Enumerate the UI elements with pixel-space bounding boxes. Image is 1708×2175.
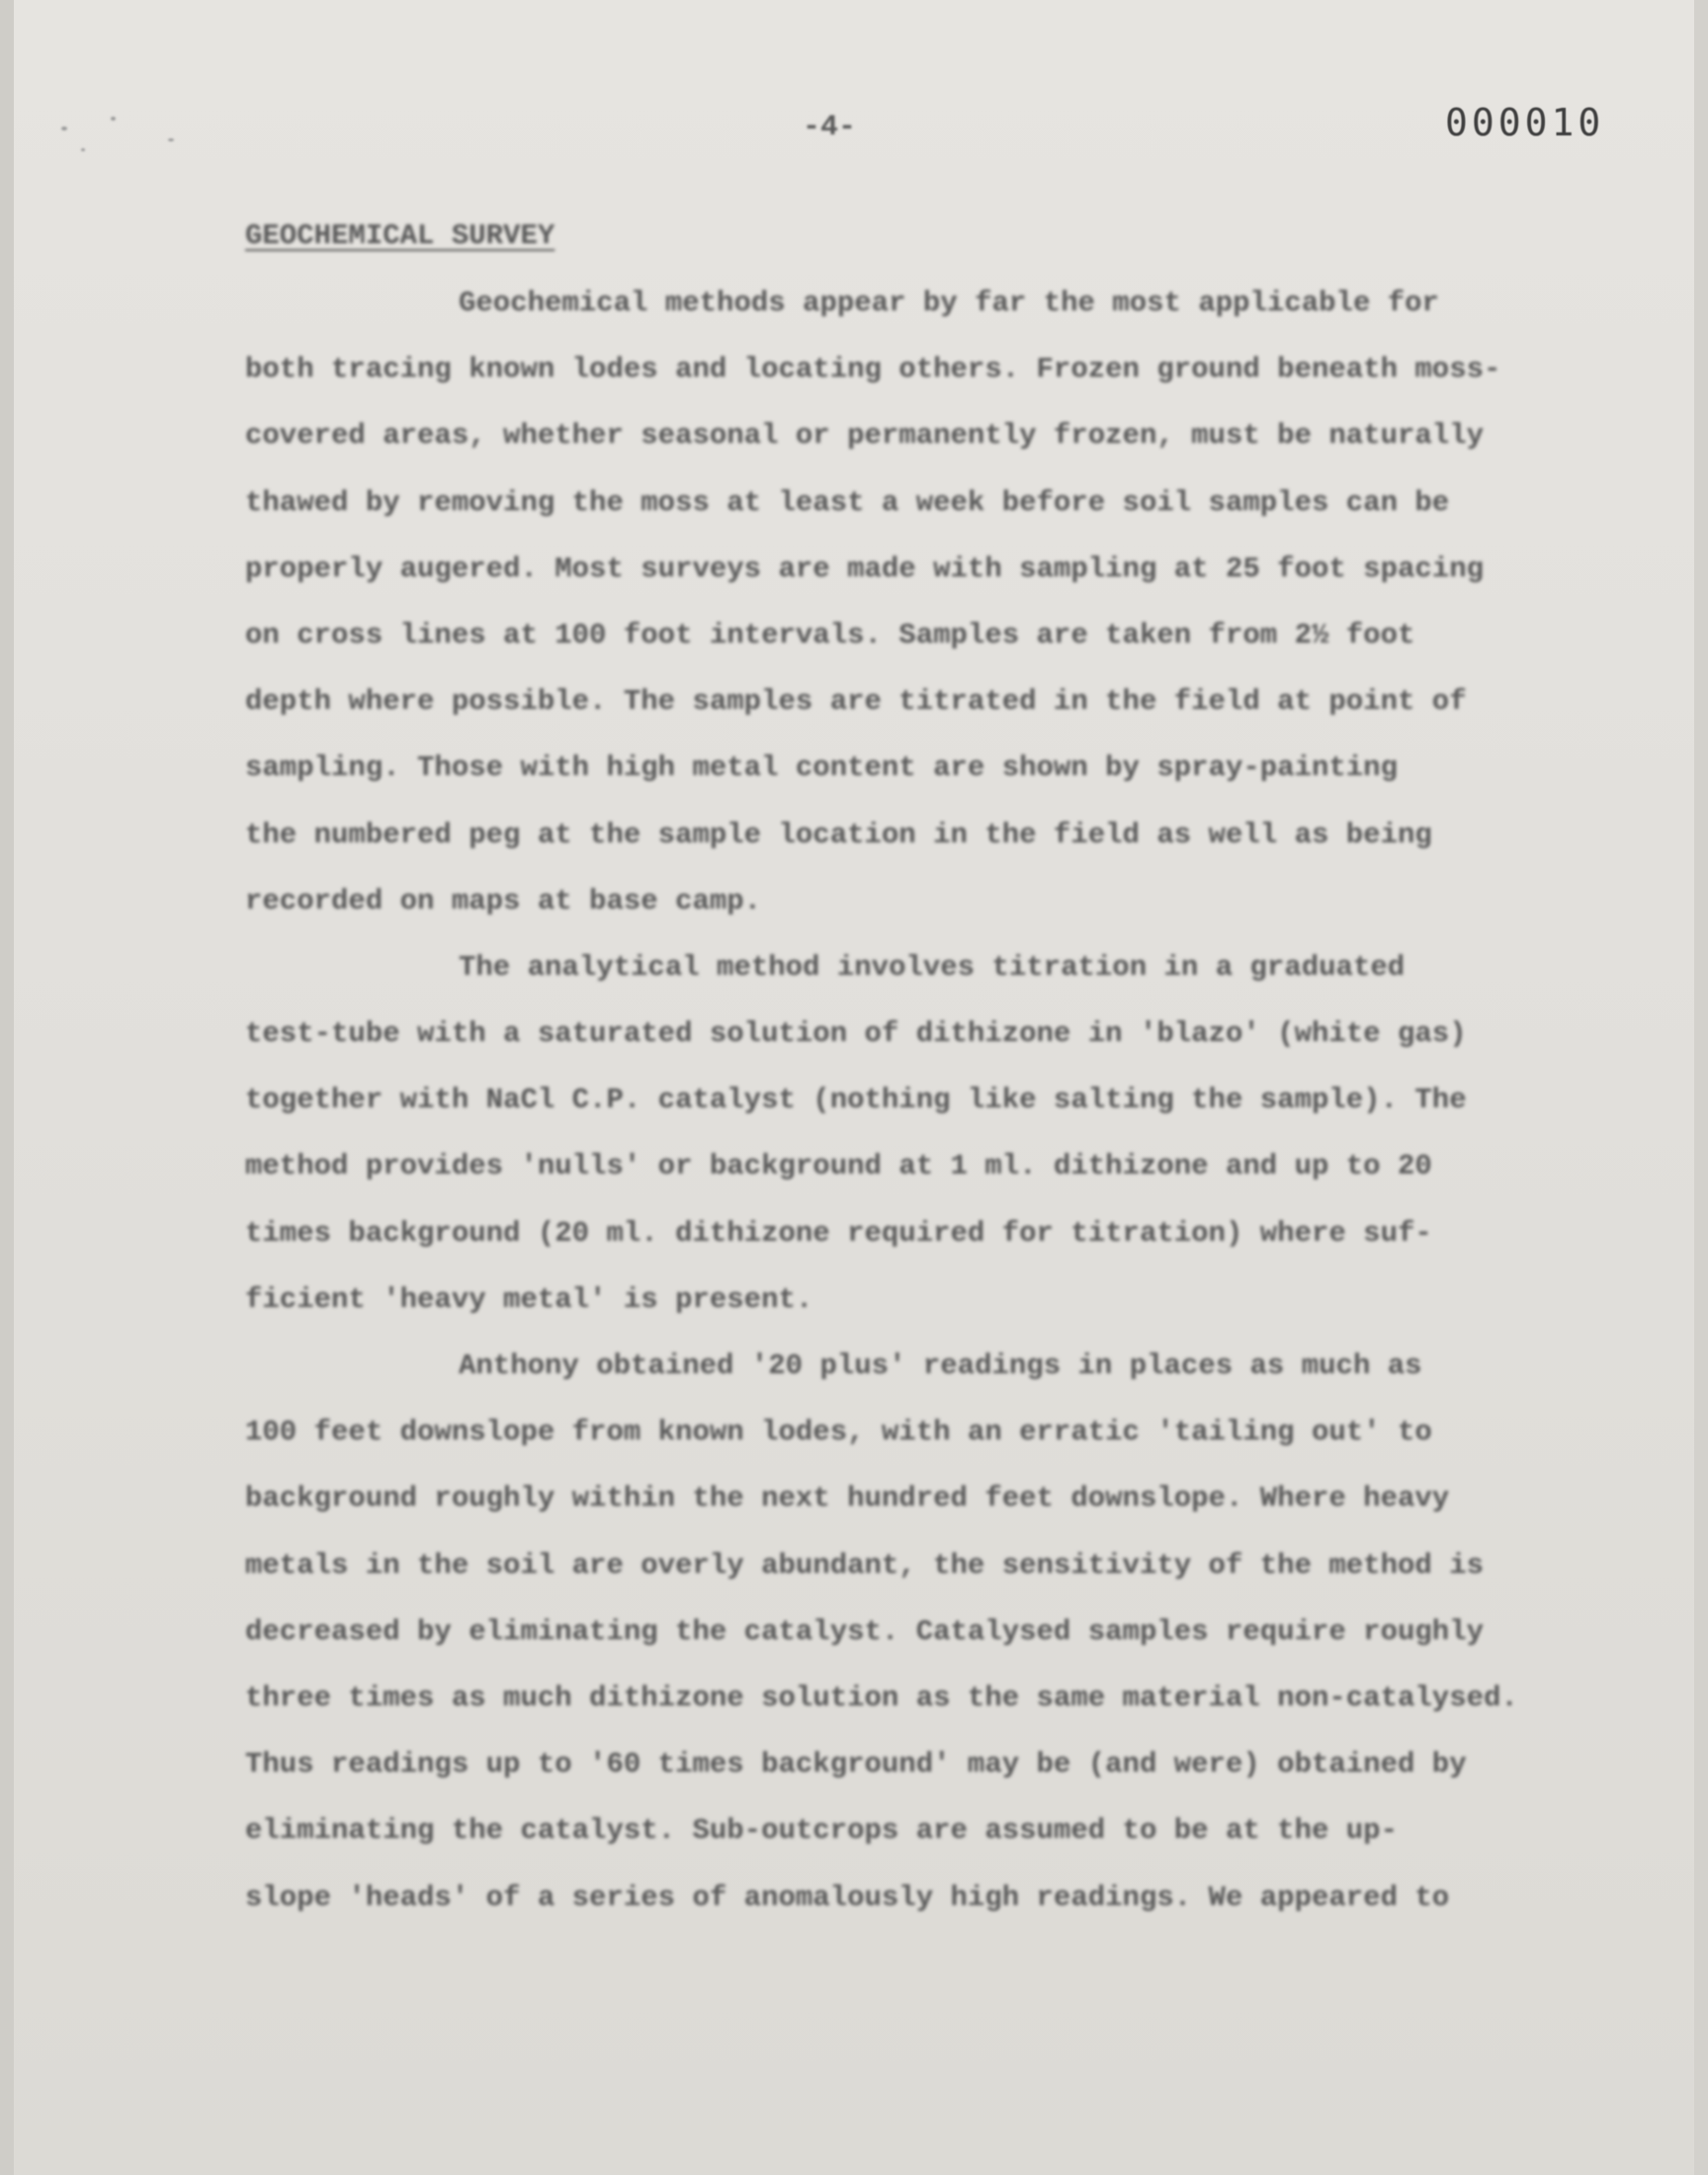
- text-line: Thus readings up to '60 times background' may be (and were) obtained by: [245, 1748, 1467, 1782]
- text-line: properly augered. Most surveys are made with sampling at 25 foot spacing: [245, 552, 1485, 585]
- text-line: slope 'heads' of a series of anomalously high readings. We appeared to: [245, 1880, 1450, 1914]
- paragraph-lines: [245, 270, 1518, 1931]
- text-line: both tracing known lodes and locating others. Frozen ground beneath moss-: [245, 353, 1501, 387]
- text-line: recorded on maps at base camp.: [245, 884, 762, 917]
- scan-speck: [168, 138, 174, 141]
- text-line: eliminating the catalyst. Sub-outcrops are assumed to be at the up-: [245, 1814, 1398, 1848]
- page-number: -4-: [803, 111, 857, 144]
- text-line: 100 feet downslope from known lodes, with an erratic 'tailing out' to: [245, 1416, 1432, 1449]
- scan-speck: [111, 117, 116, 121]
- text-line: ficient 'heavy metal' is present.: [245, 1282, 813, 1316]
- text-line: on cross lines at 100 foot intervals. Samples are taken from 2½ foot: [245, 618, 1415, 652]
- text-line: thawed by removing the moss at least a week before soil samples can be: [245, 485, 1450, 519]
- scan-edge-right: [1694, 0, 1708, 2175]
- document-number: 000010: [1445, 101, 1605, 144]
- text-line: Anthony obtained '20 plus' readings in places as much as: [459, 1349, 1422, 1382]
- text-line: test-tube with a saturated solution of dithizone in 'blazo' (white gas): [245, 1017, 1467, 1051]
- text-line: background roughly within the next hundred feet downslope. Where heavy: [245, 1482, 1450, 1516]
- scan-speck: [81, 148, 85, 151]
- text-line: together with NaCl C.P. catalyst (nothing like salting the sample). The: [245, 1084, 1467, 1117]
- text-line: metals in the soil are overly abundant, the sensitivity of the method is: [245, 1548, 1485, 1582]
- scan-edge-left: [0, 0, 14, 2175]
- section-heading: GEOCHEMICAL SURVEY: [245, 219, 555, 252]
- scan-speck: [61, 127, 67, 130]
- text-line: depth where possible. The samples are titrated in the field at point of: [245, 685, 1467, 719]
- text-line: The analytical method involves titration in a graduated: [459, 950, 1406, 984]
- text-line: decreased by eliminating the catalyst. Catalysed samples require roughly: [245, 1614, 1485, 1648]
- text-line: Geochemical methods appear by far the most applicable for: [459, 287, 1439, 319]
- text-line: the numbered peg at the sample location in the field as well as being: [245, 818, 1432, 851]
- text-line: three times as much dithizone solution as the same material non-catalysed.: [245, 1681, 1518, 1714]
- document-body: [245, 203, 1518, 1931]
- text-line: sampling. Those with high metal content are shown by spray-painting: [245, 751, 1398, 785]
- text-line: times background (20 ml. dithizone required for titration) where suf-: [245, 1216, 1432, 1250]
- text-line: covered areas, whether seasonal or permanently frozen, must be naturally: [245, 419, 1485, 453]
- text-line: method provides 'nulls' or background at 1 ml. dithizone and up to 20: [245, 1150, 1432, 1183]
